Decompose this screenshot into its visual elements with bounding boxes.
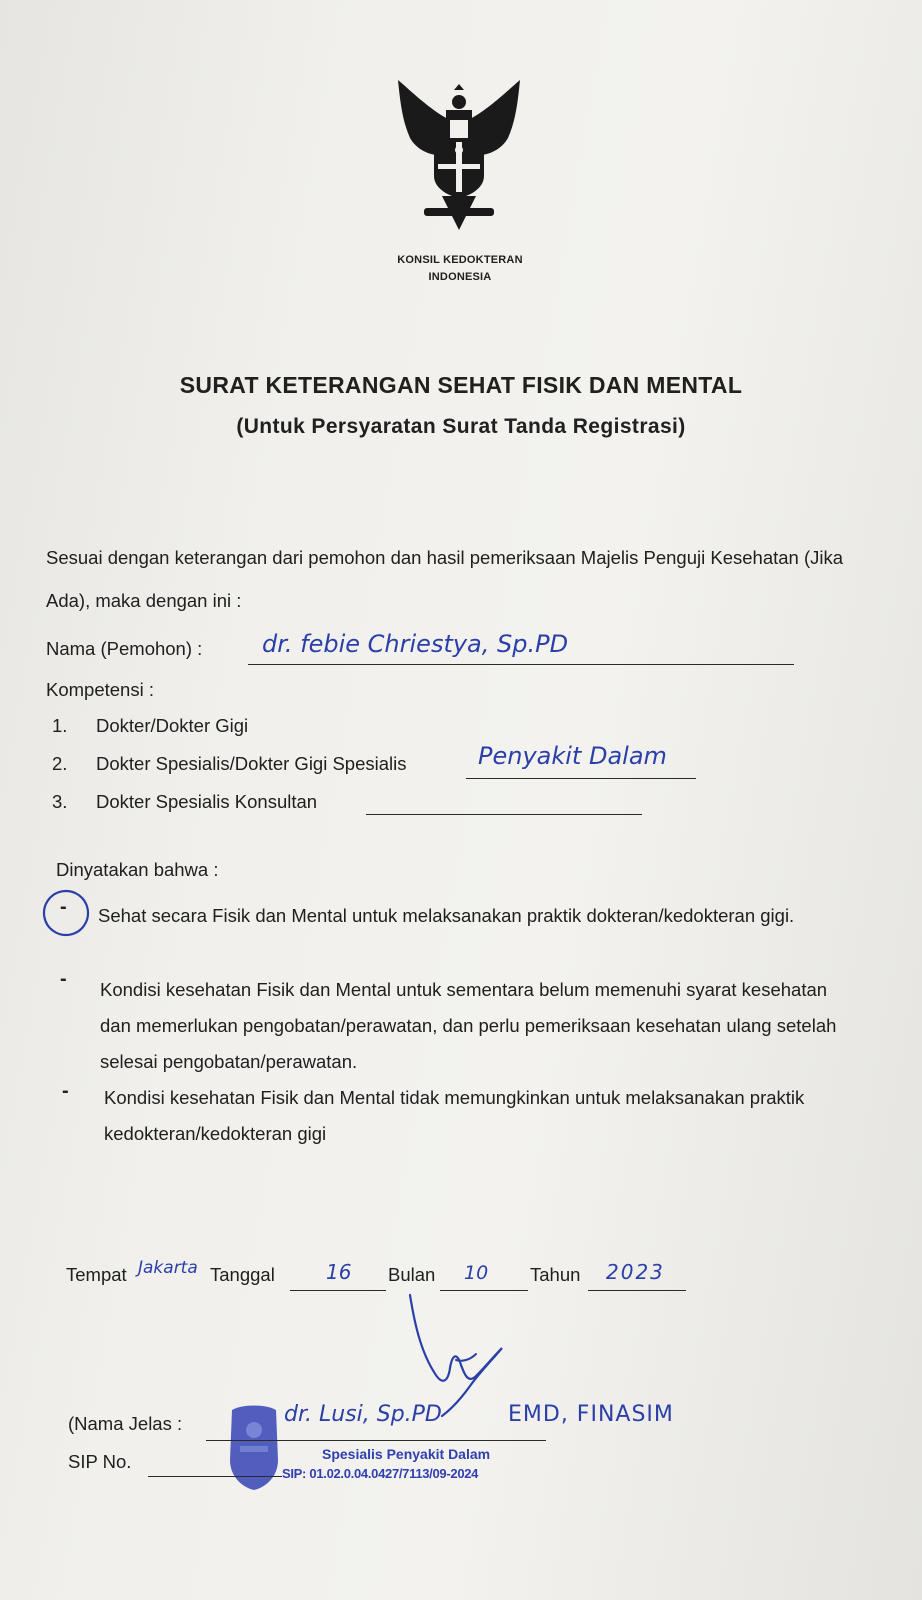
competence-number-1: 1. [52,715,68,736]
signatory-name-value: dr. Lusi, Sp.PD [284,1402,442,1427]
handwritten-signature-icon [390,1290,520,1420]
statement-bullet-3: - [62,1080,69,1102]
month-value: 10 [464,1262,489,1284]
competence-item-2: Dokter Spesialis/Dokter Gigi Spesialis [96,753,407,774]
declaration-label: Dinyatakan bahwa : [56,859,219,880]
statement-3: Kondisi kesehatan Fisik dan Mental tidak memungkinkan untuk melaksanakan praktik kedokteran/kedokteran gigi [104,1087,805,1144]
council-name [360,252,560,286]
competence-item-3: Dokter Spesialis Konsultan [96,791,318,812]
statement-1: Sehat secara Fisik dan Mental untuk melaksanakan praktik dokteran/kedokteran gigi. [98,905,795,926]
statement-bullet-2: - [60,968,67,990]
year-label: Tahun [530,1264,581,1285]
competence-number-3: 3. [52,791,68,812]
council-name-line-2: INDONESIA [428,271,492,283]
sip-underline [148,1476,282,1477]
competence-item-1: Dokter/Dokter Gigi [96,715,249,736]
garuda-emblem-icon [390,80,528,240]
sip-label: SIP No. [68,1451,132,1472]
year-value: 2023 [606,1260,665,1284]
statement-bullet-1: - [60,896,67,918]
place-value: Jakarta [138,1258,198,1278]
document-subtitle: (Untuk Persyaratan Surat Tanda Registrasi) [236,415,686,438]
stamp-emblem-icon [224,1400,284,1492]
stamp-line-2: SIP: 01.02.0.04.0427/7113/09-2024 [282,1466,479,1481]
day-label: Tanggal [210,1264,275,1285]
day-underline [290,1290,386,1291]
place-label: Tempat [66,1264,127,1285]
competence-label: Kompetensi : [46,679,154,700]
competence-2-value: Penyakit Dalam [478,742,667,770]
month-label: Bulan [388,1264,436,1285]
document-title: SURAT KETERANGAN SEHAT FISIK DAN MENTAL [179,372,743,398]
stamp-line-1: Spesialis Penyakit Dalam [322,1446,491,1462]
statement-2: Kondisi kesehatan Fisik dan Mental untuk sementara belum memenuhi syarat kesehatan dan memerlukan pengobatan/perawatan, dan perlu pemeriksaan kesehatan ulang setelah selesai pengobatan/perawatan. [100,979,837,1072]
signatory-name-suffix: EMD, FINASIM [508,1402,674,1427]
signatory-name-label: (Nama Jelas : [68,1413,183,1434]
competence-3-underline [366,814,642,815]
day-value: 16 [326,1260,352,1284]
year-underline [588,1290,686,1291]
intro-paragraph: Sesuai dengan keterangan dari pemohon dan hasil pemeriksaan Majelis Penguji Kesehatan (Jika Ada), maka dengan ini : [46,547,844,611]
competence-number-2: 2. [52,753,68,774]
council-name-line-1: KONSIL KEDOKTERAN [397,254,523,266]
signatory-name-underline [206,1440,546,1441]
applicant-name-value: dr. febie Chriestya, Sp.PD [262,630,569,658]
applicant-name-label: Nama (Pemohon) : [46,638,203,659]
competence-2-underline [466,778,696,779]
applicant-name-underline [248,664,794,665]
